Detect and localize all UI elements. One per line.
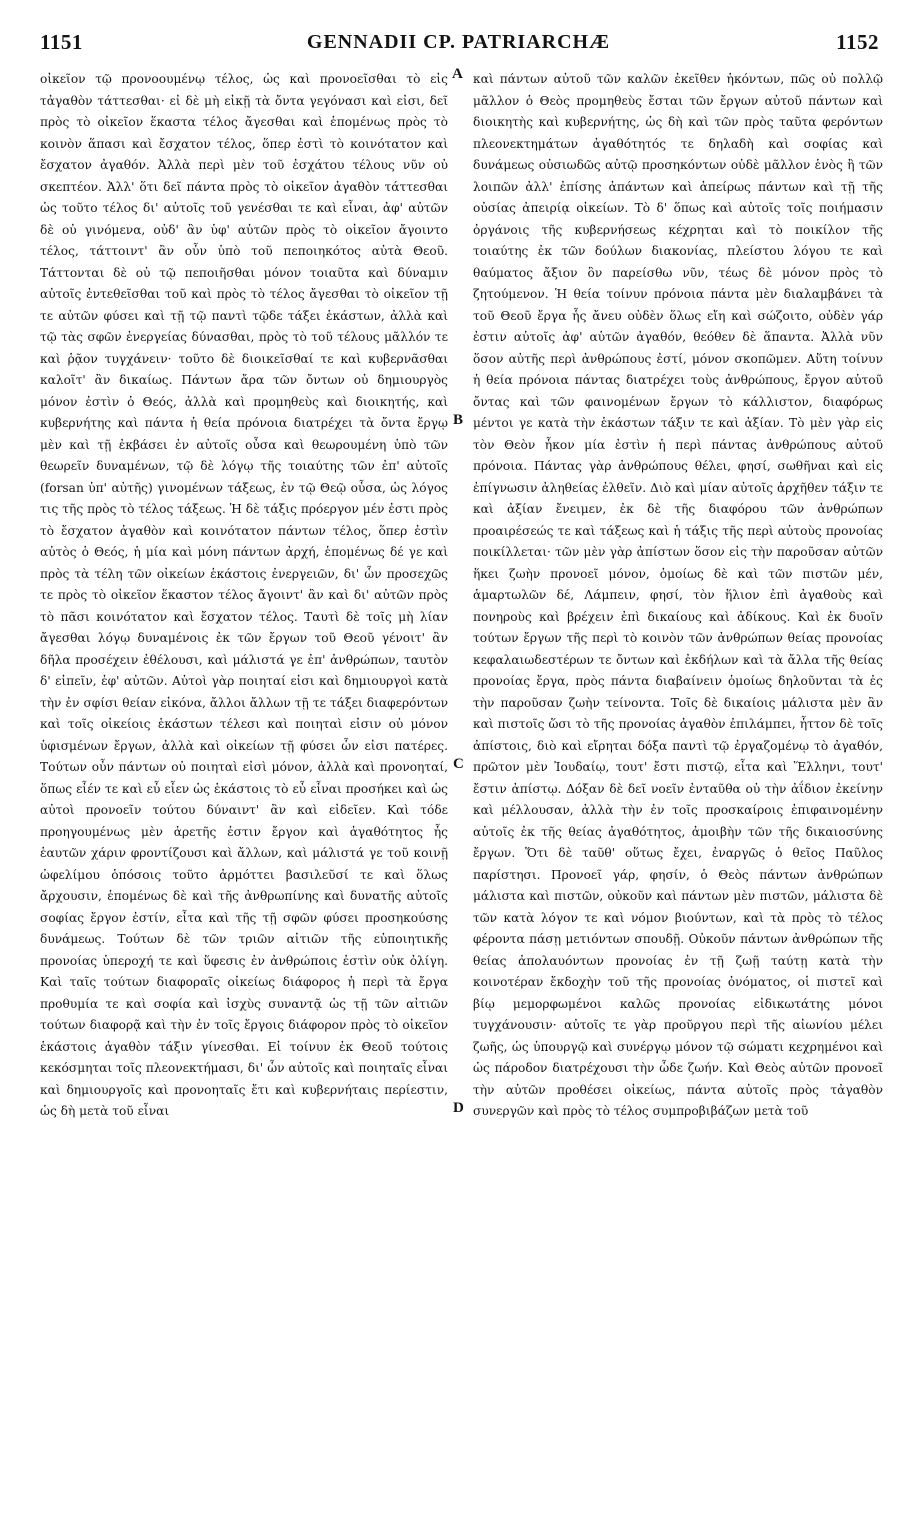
right-column <box>473 69 883 1529</box>
page-number-left: 1151 <box>40 30 83 54</box>
right-column-text: καὶ πάντων αὐτοῦ τῶν καλῶν ἐκεῖθεν ἡκόντων, πῶς οὐ πολλῷ μᾶλλον ὁ Θεὸς προμηθεὺς ἔσται τῶν ἔργων αὐτοῦ πάντων καὶ διοικητὴς καὶ κυβερνήτης, ὡς δὴ καὶ τῶν πρὸς ταῦτα φερόντων πλεονεκτημάτων ἀγαθότητός τε δηλαδὴ καὶ σοφίας καὶ δυνάμεως οὐσιωδῶς αὐτῷ προσηκόντων οὐδὲ μᾶλλον ἑνὸς ἢ τῶν λοιπῶν ἀλλ' ἐπίσης ἁπάντων καὶ ἀπείρως πάντων καὶ τῇ τῆς οὐσίας ἀπειρίᾳ οἰκείων. Τὸ δ' ὅπως καὶ αὐτοῖς τοῖς ποιήμασιν ὀργάνοις τῆς κυβερνήσεως κέχρηται καὶ τὸ ποικίλον τῆς τοιαύτης ἐκ τῶν δούλων διακονίας, πλείστου λόγου τε καὶ θαύματος ἄξιον ὂν παρείσθω νῦν, τέως δὲ μόνον πρὸς τὸ ζητούμενον. Ἡ θεία τοίνυν πρόνοια πάντα μὲν διαλαμβάνει τὰ τοῦ Θεοῦ ἔργα ἧς ἄνευ οὐδὲν ὅλως εἴη καὶ σώζοιτο, οὐδὲν γάρ ἐστιν αὐτοῖς ἀφ' αὑτῶν ἀγαθόν, θεόθεν δὲ ἅπαντα. Ἀλλὰ νῦν ὅσον αὐτῆς περὶ ἀνθρώπους ἐστί, μόνον σκοπῶμεν. Αὕτη τοίνυν ἡ θεία πρόνοια πάντας διατρέχει τοὺς ἀνθρώπους, ἔργον αὐτοῦ ὄντας καὶ τῶν φαινομένων ἔργων τὸ κάλλιστον, διαφόρως μέντοι γε κατὰ τὴν ἑκάστων τάξιν τε καὶ ἀξίαν. Τὸ μὲν γὰρ εἰς τὸν Θεὸν ἧκον μία ἐστὶν ἡ περὶ πάντας ἀνθρώπους αὐτοῦ πρόνοια. Πάντας γὰρ ἀνθρώπους θέλει, φησί, σωθῆναι καὶ εἰς ἐπίγνωσιν ἀληθείας ἐλθεῖν. Διὸ καὶ μίαν αὐτοῖς ἀρχῆθεν τάξιν τε καὶ ἀξίαν ἔνειμεν, ἐκ δὲ τῆς διαφόρου τῶν ἀνθρώπων προαιρέσεώς τε καὶ τάξεως καὶ ἡ τάξις τῆς περὶ αὐτοὺς προνοίας ποικίλλεται· τῶν μὲν γὰρ ἀπίστων ὅσον εἰς τὴν παροῦσαν αὐτῶν ἥκει ζωὴν προνοεῖ μόνον, ὁμοίως δὲ καὶ τῶν πιστῶν μέν, ἁμαρτωλῶν δέ, Λάμπειν, φησί, τὸν ἥλιον ἐπὶ ἀγαθοὺς καὶ πονηροὺς καὶ βρέχειν ἐπὶ δικαίους καὶ ἀδίκους. Καὶ ἐκ δυοῖν τούτων ἔργων τῆς περὶ τὸ κοινὸν τῶν ἀνθρώπων θείας προνοίας κεφαλαιωδεστέρων τε ὄντων καὶ ἐκδήλων καὶ τὰ ἄλλα τῆς θείας προνοίας ἔργα, πρὸς πάντα διαβαίνειν ὁμοίως δηλοῦνται τὰ ἐς τὴν παροῦσαν ζωὴν τείνοντα. Τοῖς δὲ δικαίοις μάλιστα μὲν ἂν καὶ πιστοῖς ὥσι τὸ τῆς προνοίας ἀγαθὸν ἐπιλάμπει, ἧττον δὲ τοῖς ἀπίστοις, διὸ καὶ εἴρηται δόξα παντὶ τῷ ἐργαζομένῳ τὸ ἀγαθόν, πρῶτον μὲν Ἰουδαίῳ, τουτ' ἔστι πιστῷ, εἶτα καὶ Ἕλληνι, τουτ' ἔστιν ἀπίστῳ. Δόξαν δὲ δεῖ νοεῖν ἐνταῦθα οὐ τὴν ἀΐδιον ἐκείνην καὶ μέλλουσαν, ἀλλὰ τὴν ἐν τοῖς προσκαίροις ἐπιφαινομένην αὐτοῖς ἐκ τῆς θείας ἀγαθότητος, ἀμοιβὴν τῶν τῆς δικαιοσύνης ἔργων. Ὅτι δὲ ταῦθ' οὕτως ἔχει, ἐναργῶς ὁ θεῖος Παῦλος παρίστησι. Προνοεῖ γάρ, φησίν, ὁ Θεὸς πάντων ἀνθρώπων μάλιστα καὶ πιστῶν, οὐκοῦν καὶ πάντων μὲν πιστῶν, μάλιστα δὲ τῶν κατὰ λόγον τε καὶ νόμον βιούντων, καὶ τὰ πρὸς τὸ τέλος φέροντα πάσῃ μετιόντων σπουδῇ. Οὐκοῦν πάντων ἀνθρώπων τῆς θείας ἀπολαυόντων προνοίας ἐν τῇ ζωῇ ταύτῃ κατὰ τὴν κοινοτέραν ἔκδοχὴν τοῦ τῆς προνοίας ὀνόματος, οἱ πιστεῖ καὶ βίῳ μεμορφωμένοι καλῶς προνοίας εἰδικωτάτης μόνοι τυγχάνουσιν· αὐτοῖς τε γὰρ προῦργου περὶ τῆς αἰωνίου μέλει ζωῆς, ὡς ὑπουργῷ καὶ συνέργῳ μόνον τῷ σώματι κεχρημένοι καὶ ὡς πάροδον διατρέχουσι τὴν ὧδε ζωήν. Καὶ Θεὸς αὐτῶν προνοεῖ τὴν αὐτῶν προθέσει οἰκείως, πάντα αὐτοῖς πρὸς τἀγαθὸν συνεργῶν καὶ πρὸς τὸ τέλος συμπροβιβάζων μετὰ τοῦ <box>473 72 883 1118</box>
margin-marker-d: D <box>453 1100 464 1116</box>
margin-marker-a: A <box>452 66 463 82</box>
margin-marker-c: C <box>453 756 464 772</box>
left-column-text: οἰκεῖον τῷ προνοουμένῳ τέλος, ὡς καὶ προνοεῖσθαι τὸ εἰς τἀγαθὸν τάττεσθαι· εἰ δὲ μὴ εἰκῇ τὰ ὄντα γεγόνασι καὶ εἰσι, δεῖ πρὸς τὸ οἰκεῖον ἕκαστα τέλος ἄγεσθαι καὶ ἑπομένως πρὸς τὸ κοινὸν ἅπασι καὶ ἔσχατον τέλος, ὅπερ ἐστὶ τὸ κοινότατον καὶ ἔσχατον ἀγαθόν. Ἀλλὰ περὶ μὲν τοῦ ἐσχάτου τέλους νῦν οὐ σκεπτέον. Ἀλλ' ὅτι δεῖ πάντα πρὸς τὸ οἰκεῖον ἀγαθὸν τάττεσθαι ὡς τοῦτο τέλος δι' αὐτοῖς τοῦ γενέσθαι τε καὶ εἶναι, ἀφ' αὐτῶν δὲ οὐ γινόμενα, οὐδ' ἂν ὑφ' αὑτῶν πρὸς τὸ οἰκεῖον ἄγοιντο τέλος, τάττοιντ' ἂν οὖν ὑπὸ τοῦ πεποιηκότος αὐτὰ Θεοῦ. Τάττονται δὲ οὐ τῷ πεποιῆσθαι μόνον τοιαῦτα καὶ δύναμιν αὐτοῖς ἐντεθεῖσθαι τοῦ καὶ πρὸς τὸ τέλος ἄγεσθαι τὸ οἰκεῖον τῇ τε αὐτῶν φύσει καὶ τῇ τῷ παντὶ τῷδε τάξει ἑκάστων, ἀλλὰ καὶ τῷ τὰς σφῶν ἐνεργείας δύνασθαι, πρὸς τὸ τοῦ τέλους μᾶλλόν τε καὶ ῥᾷον τυγχάνειν· τοῦτο δὲ διοικεῖσθαί τε καὶ κυβερνᾶσθαι καλοῖτ' ἂν δικαίως. Πάντων ἄρα τῶν ὄντων οὐ δημιουργὸς μόνον ἐστὶν ὁ Θεός, ἀλλὰ καὶ προμηθεὺς καὶ διοικητής, καὶ κυβερνήτης καὶ πάντα ἡ θεία πρόνοια διατρέχει τὰ ὄντα ἔργῳ μὲν καὶ τῇ ἐκβάσει ἐν αὐτοῖς οὖσα καὶ θεωρουμένη ὑπὸ τῶν θεωρεῖν δυναμένων, τῷ δὲ λόγῳ τῆς τοιαύτης τῶν ἐπ' αὐτοῖς (forsan ὑπ' αὐτῆς) γινομένων τάξεως, ἐν τῷ Θεῷ οὖσα, ὡς λόγος τις τῆς πρὸς τὸ τέλος τάξεως. Ἡ δὲ τάξις πρόεργον μέν ἐστι πρὸς τὸ ἔσχατον ἀγαθὸν καὶ κοινότατον πάντων τέλος, ὅπερ ἐστὶν αὐτὸς ὁ Θεός, ἡ μία καὶ μόνη πάντων ἀρχή, ἑπομένως δέ γε καὶ πρὸς τὰ τέλη τῶν οἰκείων ἑκάστοις ἐνεργειῶν, δι' ὧν προσεχῶς τε πρὸς τὸ οἰκεῖον ἕκαστον τέλος ἄγοιντ' ἂν καὶ δι' αὐτῶν πρὸς τὸ πᾶσι κοινότατον καὶ ἔσχατον τέλος. Ταυτὶ δὲ τοῖς μὴ λίαν ἄγεσθαι λόγῳ δυναμένοις ἐκ τῶν ἔργων τοῦ Θεοῦ γένοιτ' ἂν δῆλα προσέχειν ἐθέλουσι, καὶ μάλιστά γε ἐπ' ἀνθρώπων, ταυτὸν δ' εἰπεῖν, ἐφ' αὐτῶν. Αὐτοὶ γὰρ ποιηταί εἰσι καὶ δημιουργοὶ κατὰ τὴν ἐν σφίσι θείαν εἰκόνα, ἄλλοι ἄλλων τῇ τε τάξει διαφερόντων καὶ τοῖς οἰκείοις ἑκάστων τέλεσι καὶ ποιηταὶ εἰσιν οὐ μόνον ὑφισμένων ἔργων, ἀλλὰ καὶ οἰκείων τῇ φύσει ὧν εἰσι πατέρες. Τούτων οὖν πάντων οὐ ποιηταὶ εἰσὶ μόνον, ἀλλὰ καὶ προνοηταί, ὅπως εἶέν τε καὶ εὖ εἶεν ὡς ἑκάστοις τὸ εὖ εἶναι προσήκει καὶ ὡς αὐτοὶ προνοεῖν τούτου δύναιντ' ἂν καὶ εἰδεῖεν. Καὶ τόδε προηγουμένως μὲν ἀρετῆς ἐστιν ἔργον καὶ ἀγαθότητος ἧς ἑαυτῶν χάριν φροντίζουσι καὶ ἄλλων, καὶ μάλιστά γε τοῦ κοινῇ ὠφελίμου ὁπόσοις τοῦτο ἁρμόττει βασιλεῦσί τε καὶ ὅλως ἄρχουσιν, ἑπομένως δὲ καὶ τῆς ἀνθρωπίνης καὶ δυνατῆς αὐτοῖς σοφίας ἔργον ἐστίν, εἶτα καὶ τῆς τῇ σφῶν φύσει προσηκούσης δυνάμεως. Τούτων δὲ τῶν τριῶν αἰτιῶν τῆς εὐποιητικῆς προνοίας ὑπεροχή τε καὶ ὕφεσις ἐν ἀνθρώποις ἐστὶν οὐκ ὀλίγη. Καὶ ταῖς τούτων διαφοραῖς οἰκείως διάφορος ἡ περὶ τὰ ἔργα προθυμία τε καὶ σοφία καὶ ἰσχὺς συναντᾷ ὡς τῇ τῶν αἰτιῶν τούτων διαφορᾷ καὶ τὴν ἐν τοῖς ἔργοις διάφορον πρὸς τὸ οἰκεῖον ἑκάστοις ἀγαθὸν τάξιν γίνεσθαι. Εἰ τοίνυν ἐκ Θεοῦ τούτοις κεκόσμηται τοῖς πλεονεκτήμασι, δι' ὧν αὐτοῖς καὶ ποιηταῖς εἶναι καὶ δημιουργοῖς καὶ προνοηταῖς ἔτι καὶ κυβερνήταις περίεστιν, ὡς δὴ μετὰ τοῦ εἶναι <box>40 72 448 1118</box>
margin-marker-b: B <box>453 412 464 428</box>
page-number-right: 1152 <box>836 30 879 54</box>
page-header <box>0 30 917 62</box>
left-column <box>40 69 448 1529</box>
running-head-title: GENNADII CP. PATRIARCHÆ <box>306 31 611 53</box>
